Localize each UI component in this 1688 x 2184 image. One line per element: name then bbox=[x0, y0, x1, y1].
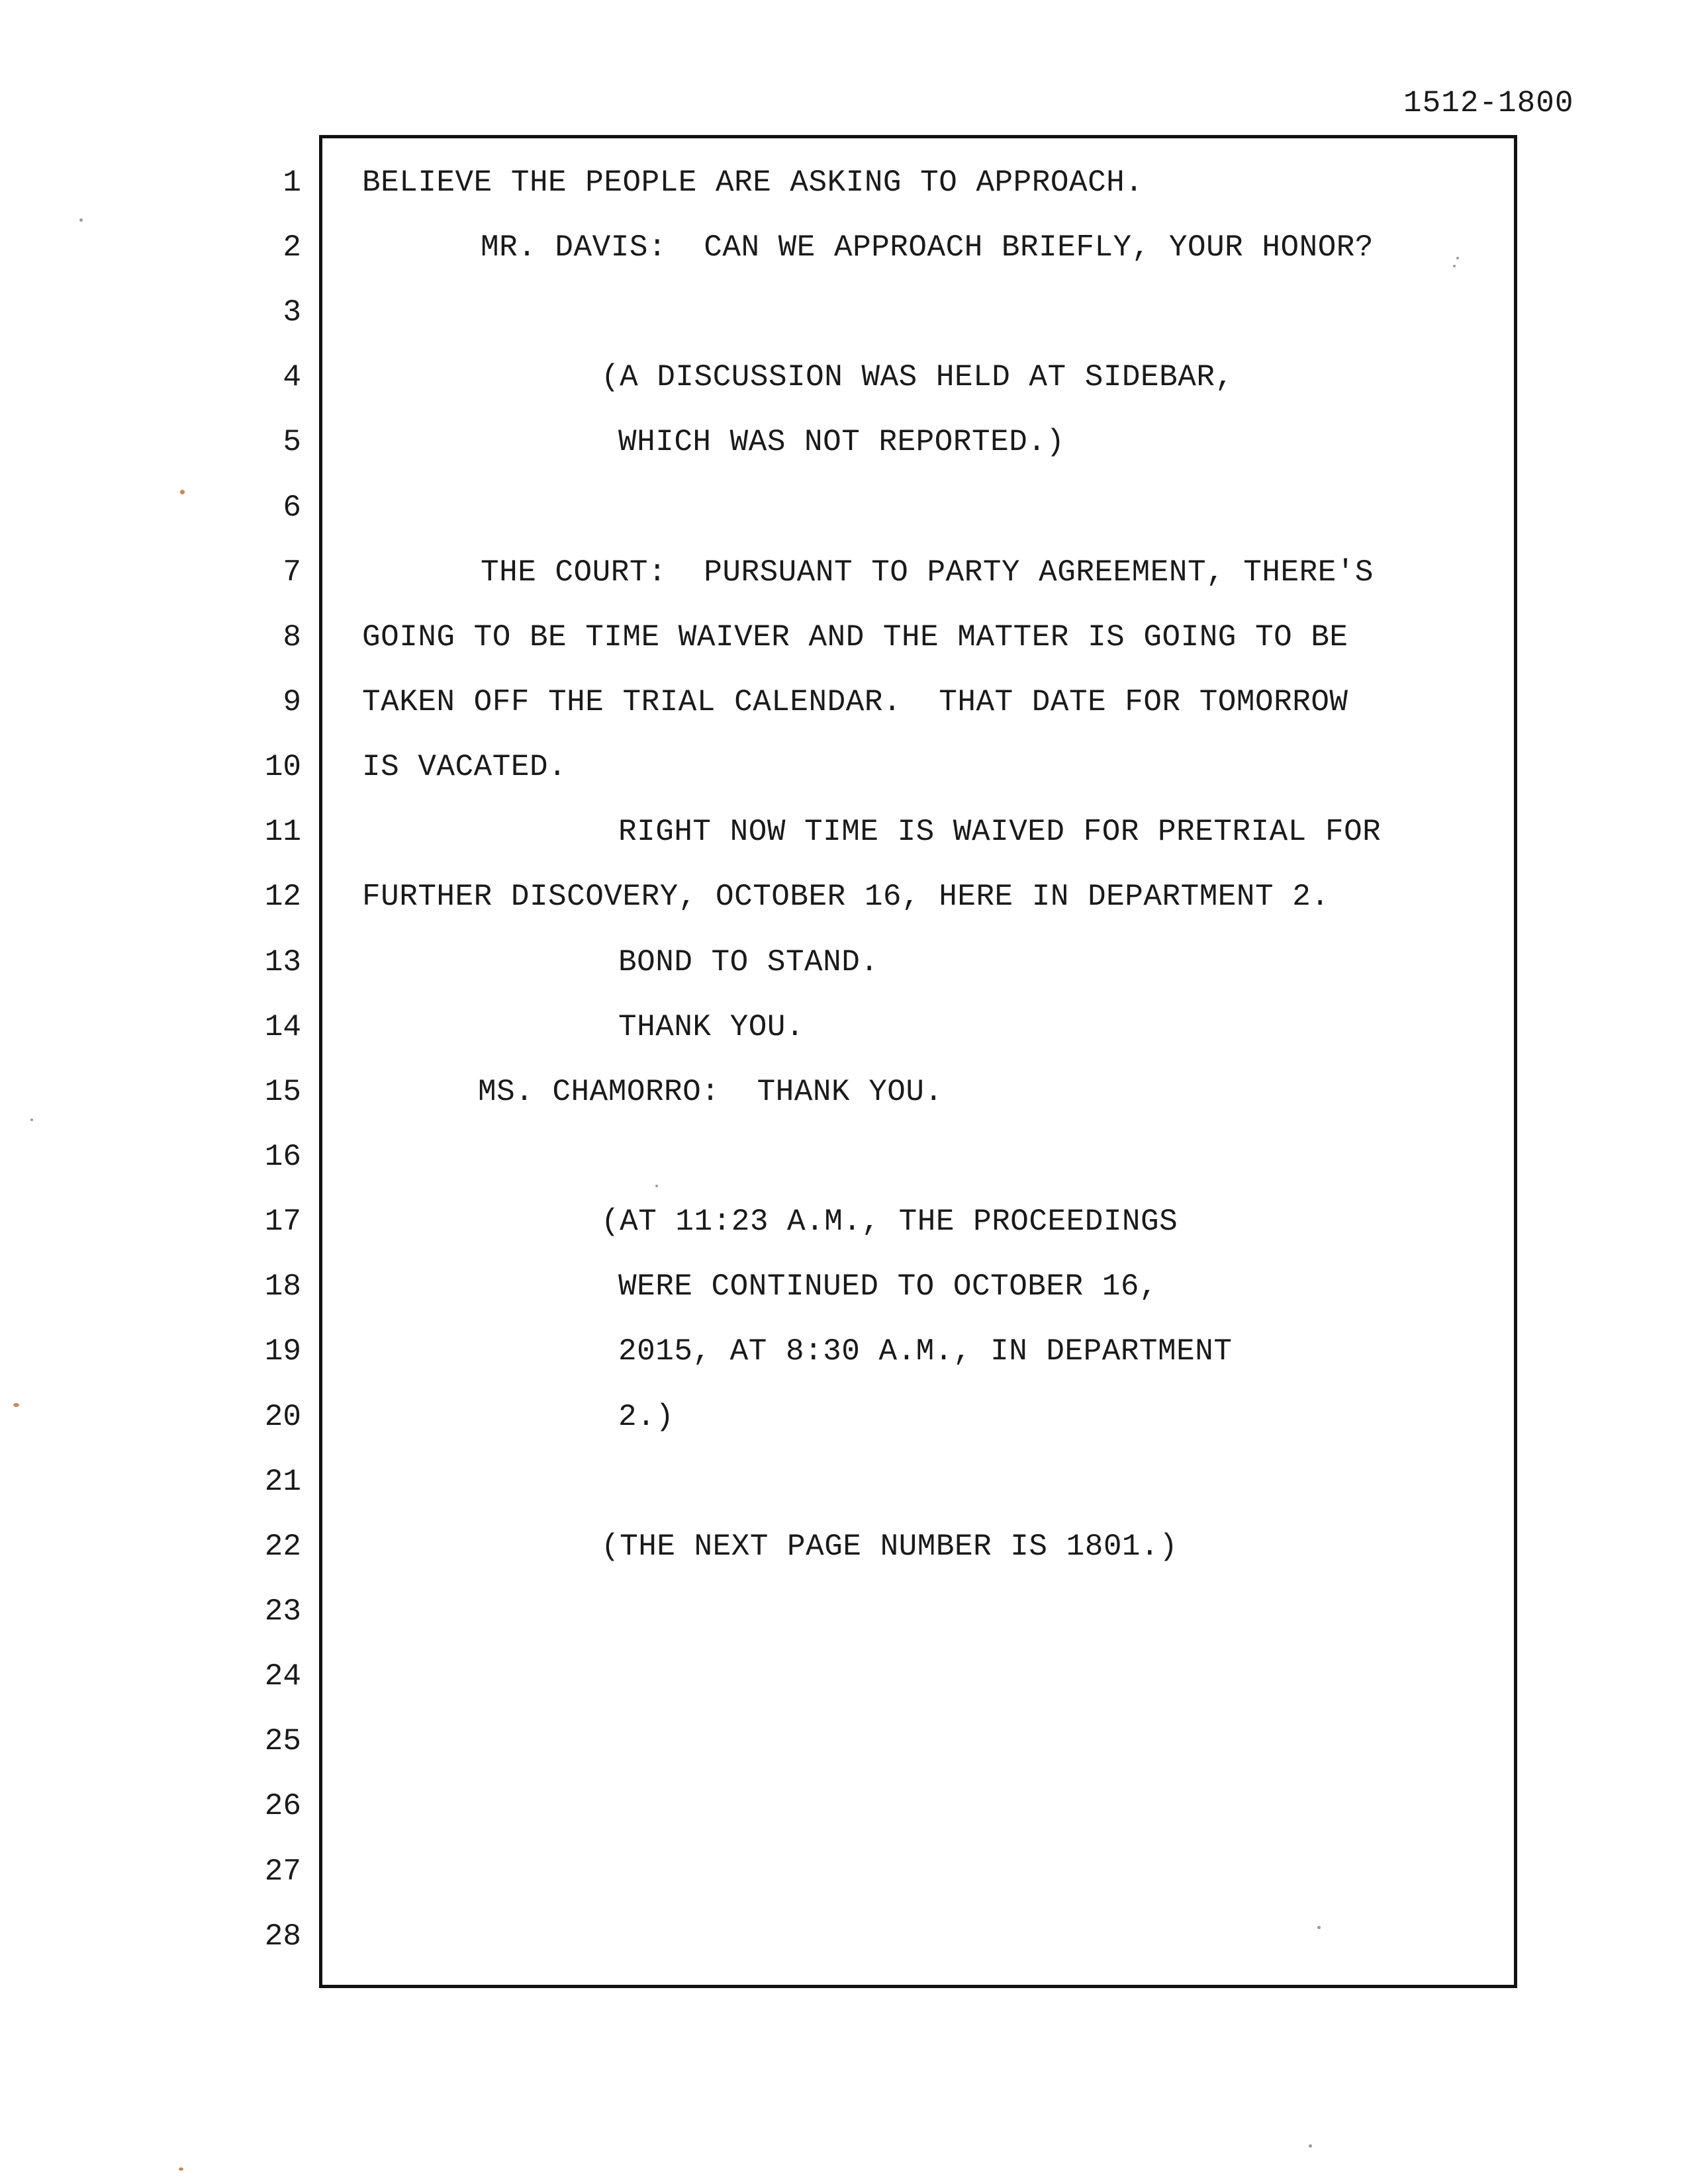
line-number: 3 bbox=[283, 295, 301, 330]
transcript-line: (A DISCUSSION WAS HELD AT SIDEBAR, bbox=[601, 360, 1234, 394]
transcript-line: THE COURT: PURSUANT TO PARTY AGREEMENT, THERE'S bbox=[481, 555, 1374, 590]
line-number: 1 bbox=[283, 165, 301, 200]
transcript-line: (AT 11:23 A.M., THE PROCEEDINGS bbox=[601, 1205, 1178, 1239]
transcript-line: FURTHER DISCOVERY, OCTOBER 16, HERE IN DEPARTMENT 2. bbox=[362, 880, 1330, 914]
scan-speck bbox=[1456, 257, 1459, 259]
line-number: 10 bbox=[264, 750, 301, 784]
line-number: 19 bbox=[264, 1334, 301, 1369]
transcript-line: (THE NEXT PAGE NUMBER IS 1801.) bbox=[601, 1529, 1178, 1564]
transcript-line: 2.) bbox=[618, 1400, 675, 1434]
line-number: 28 bbox=[264, 1919, 301, 1954]
transcript-line: TAKEN OFF THE TRIAL CALENDAR. THAT DATE FOR TOMORROW bbox=[362, 685, 1348, 719]
line-number: 20 bbox=[264, 1400, 301, 1434]
transcript-line: MR. DAVIS: CAN WE APPROACH BRIEFLY, YOUR HONOR? bbox=[481, 230, 1374, 265]
scan-speck bbox=[30, 1118, 33, 1121]
line-number: 15 bbox=[264, 1075, 301, 1109]
line-number: 14 bbox=[264, 1010, 301, 1044]
line-number: 8 bbox=[283, 620, 301, 655]
line-number: 21 bbox=[264, 1465, 301, 1499]
scan-speck bbox=[655, 1185, 658, 1187]
line-number: 4 bbox=[283, 360, 301, 394]
line-number: 17 bbox=[264, 1205, 301, 1239]
line-number: 24 bbox=[264, 1659, 301, 1694]
line-number: 23 bbox=[264, 1594, 301, 1629]
transcript-line: BOND TO STAND. bbox=[618, 945, 879, 979]
line-number: 2 bbox=[283, 230, 301, 265]
line-number: 22 bbox=[264, 1529, 301, 1564]
line-number: 27 bbox=[264, 1854, 301, 1889]
line-number: 6 bbox=[283, 490, 301, 525]
transcript-line: GOING TO BE TIME WAIVER AND THE MATTER IS GOING TO BE bbox=[362, 620, 1348, 655]
line-number: 7 bbox=[283, 555, 301, 590]
line-number: 26 bbox=[264, 1789, 301, 1823]
transcript-line: BELIEVE THE PEOPLE ARE ASKING TO APPROACH. bbox=[362, 165, 1144, 200]
transcript-line: WHICH WAS NOT REPORTED.) bbox=[618, 425, 1065, 459]
transcript-line: WERE CONTINUED TO OCTOBER 16, bbox=[618, 1269, 1158, 1304]
line-number: 25 bbox=[264, 1724, 301, 1758]
scan-speck bbox=[1309, 2144, 1312, 2148]
line-number: 12 bbox=[264, 880, 301, 914]
scan-speck bbox=[1317, 1926, 1321, 1929]
page-range-number: 1512-1800 bbox=[1403, 86, 1574, 120]
line-number: 11 bbox=[264, 815, 301, 849]
transcript-frame bbox=[319, 135, 1517, 1988]
transcript-line: MS. CHAMORRO: THANK YOU. bbox=[478, 1075, 943, 1109]
transcript-line: IS VACATED. bbox=[362, 750, 567, 784]
line-number: 13 bbox=[264, 945, 301, 979]
scan-speck bbox=[1453, 265, 1456, 267]
scan-speck bbox=[79, 218, 83, 222]
transcript-line: 2015, AT 8:30 A.M., IN DEPARTMENT bbox=[618, 1334, 1233, 1369]
scan-speck bbox=[13, 1403, 19, 1407]
transcript-line: RIGHT NOW TIME IS WAIVED FOR PRETRIAL FOR bbox=[618, 815, 1382, 849]
scan-speck bbox=[180, 490, 185, 494]
scan-speck bbox=[179, 2167, 183, 2171]
line-number: 9 bbox=[283, 685, 301, 719]
line-number: 16 bbox=[264, 1140, 301, 1174]
transcript-line: THANK YOU. bbox=[618, 1010, 805, 1044]
line-number: 5 bbox=[283, 425, 301, 459]
line-number: 18 bbox=[264, 1269, 301, 1304]
